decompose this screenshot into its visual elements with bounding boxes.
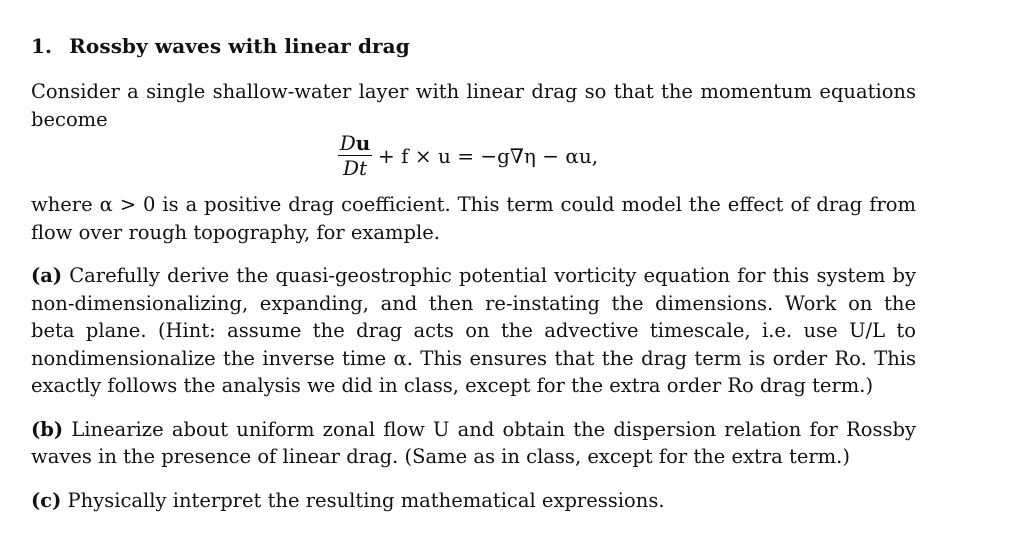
part-a-text: Carefully derive the quasi-geostrophic potential vorticity equation for this system by non-dimensionalizing, expanding, and then re-instating the dimensions. Work on the beta plane. (Hint: assume the drag acts on the advective timescale, i.e. use U/L to nondimensionalize the inverse time α. This ensures that the drag term is order Ro. This exactly follows the analysis we did in class, except for the extra order Ro drag term.)	[31, 264, 916, 397]
fraction-denominator: Dt	[342, 156, 368, 181]
part-b-text: Linearize about uniform zonal flow U and obtain the dispersion relation for Rossby waves in the presence of linear drag. (Same as in class, except for the extra term.)	[31, 417, 917, 468]
part-c	[31, 487, 916, 515]
part-b	[31, 416, 916, 471]
numerator-u: u	[355, 131, 371, 155]
material-derivative-fraction	[338, 131, 372, 180]
numerator-d: D	[339, 131, 356, 155]
part-a	[31, 262, 916, 400]
problem-title	[31, 34, 916, 58]
intro-continuation: where α > 0 is a positive drag coefficient. This term could model the effect of drag from flow over rough topography, for example.	[31, 193, 916, 244]
fraction-numerator	[340, 131, 371, 155]
equation-rhs: + f × u = −g∇η − αu,	[378, 143, 599, 168]
problem-number: 1.	[31, 34, 53, 58]
part-c-text: Physically interpret the resulting mathematical expressions.	[67, 488, 665, 512]
part-b-label: (b)	[31, 417, 64, 441]
momentum-equation	[338, 131, 598, 180]
problem-title-text: Rossby waves with linear drag	[69, 34, 410, 58]
part-c-label: (c)	[31, 488, 62, 512]
problem-page	[31, 34, 916, 514]
intro-paragraph: Consider a single shallow-water layer with linear drag so that the momentum equations become	[31, 80, 916, 131]
part-a-label: (a)	[31, 264, 63, 287]
